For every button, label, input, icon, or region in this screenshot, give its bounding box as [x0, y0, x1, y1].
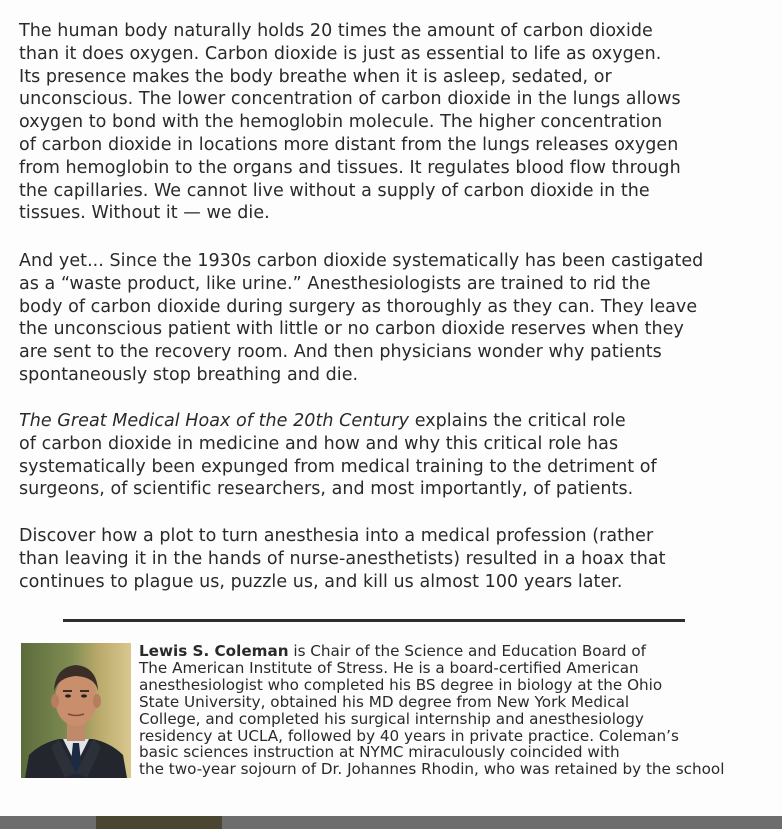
- closing-paragraph: Discover how a plot to turn anesthesia into a medical profession (rather than leaving it in the hands of nurse-anesthetists) resulted in a hoax that continues to plague us, puzzle us, and kill us almost 100 years later.: [19, 526, 666, 592]
- viewer-bottom-bar: [0, 816, 782, 829]
- book-description-text: explains the critical role of carbon dioxide in medicine and how and why this critical role has systematically been expunged from medical training to the detriment of surgeons, of scientific researchers, and most importantly, of patients.: [19, 411, 657, 500]
- book-description-paragraph: [19, 410, 769, 501]
- second-paragraph: And yet... Since the 1930s carbon dioxide systematically has been castigated as a “waste product, like urine.” Anesthesiologists are trained to rid the body of carbon dioxide during surgery as thoroughly as they can. They leave the unconscious patient with little or no carbon dioxide reserves when they are sent to the recovery room. And then physicians wonder why patients spontaneously stop breathing and die.: [19, 251, 704, 385]
- book-title: The Great Medical Hoax of the 20th Century: [19, 411, 410, 431]
- author-photo: [21, 643, 131, 778]
- viewer-bottom-tab[interactable]: [96, 816, 222, 829]
- section-divider: [63, 619, 685, 622]
- author-bio-text: [21, 643, 766, 778]
- author-bio: [21, 643, 766, 780]
- author-portrait-image: [21, 643, 131, 778]
- author-name: Lewis S. Coleman: [139, 642, 289, 660]
- intro-paragraph: The human body naturally holds 20 times the amount of carbon dioxide than it does oxygen. Carbon dioxide is just as essential to life as oxygen. Its presence makes the body breathe when it is asleep, sedated, or unconscious. The lower concentration of carbon dioxide in the lungs allows oxygen to bond with the hemoglobin molecule. The higher concentration of carbon dioxide in locations more distant from the lungs releases oxygen from hemoglobin to the organs and tissues. It regulates blood flow through the capillaries. We cannot live without a supply of carbon dioxide in the tissues. Without it — we die.: [19, 21, 681, 224]
- author-bio-body: is Chair of the Science and Education Board of The American Institute of Stress. He is a board-certified American anesthesiologist who completed his BS degree in biology at the Ohio State University, obtained his MD degree from New York Medical College, and completed his surgical internship and anesthesiology residency at UCLA, followed by 40 years in private practice. Coleman’s basic sciences instruction at NYMC miraculously coincided with the two-year sojourn of Dr. Johannes Rhodin, who was retained by the school: [139, 642, 725, 779]
